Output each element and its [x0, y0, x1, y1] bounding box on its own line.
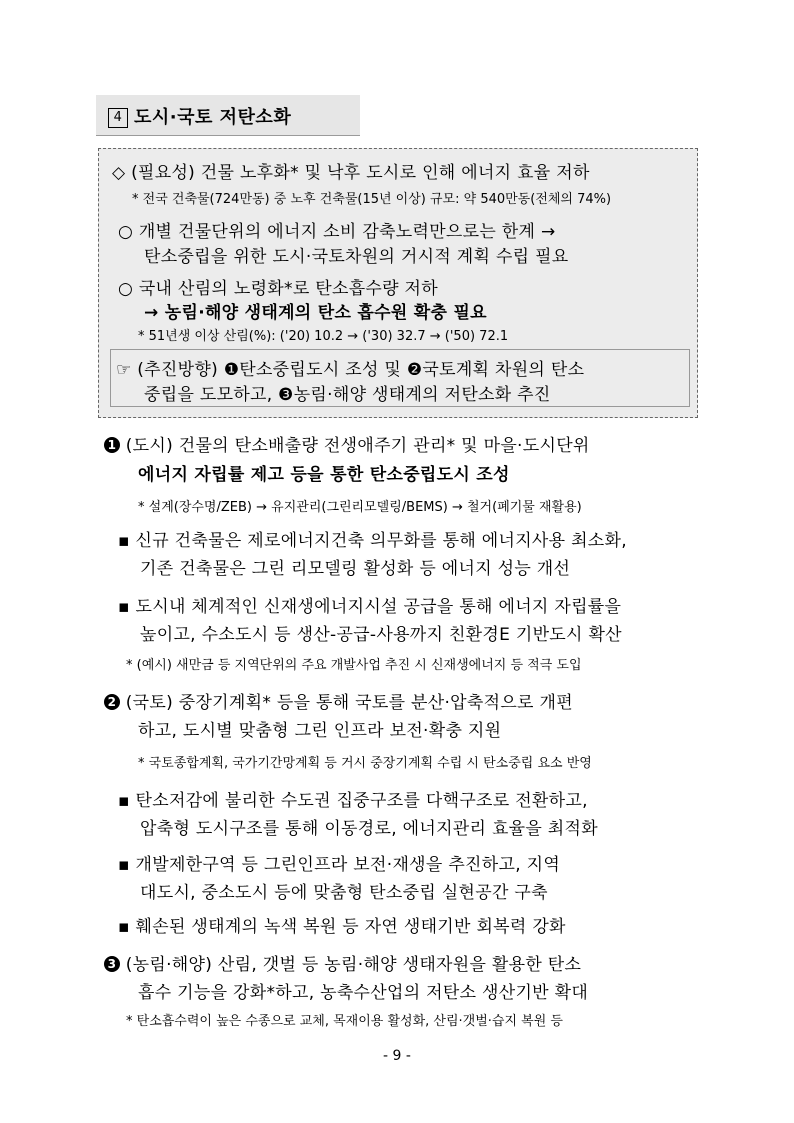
section-1-bullet-1-line-1: ▪ 신규 건축물은 제로에너지건축 의무화를 통해 에너지사용 최소화, [118, 531, 627, 551]
summary-bullet-2-line-2: → 농림·해양 생태계의 탄소 흡수원 확충 필요 [144, 303, 487, 323]
section-1-bullet-2-line-1: ▪ 도시내 체계적인 신재생에너지시설 공급을 통해 에너지 자립률을 [118, 597, 622, 617]
section-2-number-badge: 2 [104, 694, 120, 710]
section-1-number-badge: 1 [104, 437, 120, 453]
summary-bullet-2-note: * 51년생 이상 산림(%): ('20) 10.2 → ('30) 32.7 → ('50) 72.1 [138, 329, 509, 344]
page-number: - 9 - [383, 1048, 411, 1064]
section-1-note-2: * (예시) 새만금 등 지역단위의 주요 개발사업 추진 시 신재생에너지 등 적극 도입 [126, 658, 582, 673]
section-2-bullet-1-line-1: ▪ 탄소저감에 불리한 수도권 집중구조를 다핵구조로 전환하고, [118, 791, 588, 811]
section-2-note-1: * 국토종합계획, 국가기간망계획 등 거시 중장기계획 수립 시 탄소중립 요소 반영 [138, 756, 592, 771]
section-2-bullet-2-line-2: 대도시, 중소도시 등에 맞춤형 탄소중립 실현공간 구축 [140, 883, 548, 903]
section-1-heading-line-2: 에너지 자립률 제고 등을 통한 탄소중립도시 조성 [138, 465, 510, 485]
need-line: ◇ (필요성) 건물 노후화* 및 낙후 도시로 인해 에너지 효율 저하 [112, 163, 590, 183]
section-2-bullet-3-line-1: ▪ 훼손된 생태계의 녹색 복원 등 자연 생태기반 회복력 강화 [118, 917, 566, 937]
section-1-heading-text: (도시) 건물의 탄소배출량 전생애주기 관리* 및 마을·도시단위 [125, 436, 590, 456]
summary-bullet-2-line-1: ○ 국내 산림의 노령화*로 탄소흡수량 저하 [118, 279, 439, 299]
direction-line-1: ☞ (추진방향) ❶탄소중립도시 조성 및 ❷국토계획 차원의 탄소 [116, 360, 585, 380]
summary-bullet-1-line-2: 탄소중립을 위한 도시·국토차원의 거시적 계획 수립 필요 [144, 247, 569, 267]
section-3-heading-line-2: 흡수 기능을 강화*하고, 농축수산업의 저탄소 생산기반 확대 [138, 983, 589, 1003]
section-3-number-badge: 3 [104, 956, 120, 972]
section-3-note-1: * 탄소흡수력이 높은 수종으로 교체, 목재이용 활성화, 산림·갯벌·습지 복원 등 [126, 1014, 563, 1029]
section-2-heading-text: (국토) 중장기계획* 등을 통해 국토를 분산·압축적으로 개편 [125, 693, 573, 713]
summary-bullet-1-line-1: ○ 개별 건물단위의 에너지 소비 감축노력만으로는 한계 → [118, 222, 556, 242]
section-1-bullet-1-line-2: 기존 건축물은 그린 리모델링 활성화 등 에너지 성능 개선 [140, 559, 571, 579]
direction-line-2: 중립을 도모하고, ❸농림·해양 생태계의 저탄소화 추진 [144, 385, 551, 405]
section-title: 도시·국토 저탄소화 [134, 107, 292, 128]
section-1-note-1: * 설계(장수명/ZEB) → 유지관리(그린리모델링/BEMS) → 철거(폐기물 재활용) [138, 500, 582, 515]
section-1-bullet-2-line-2: 높이고, 수소도시 등 생산-공급-사용까지 친환경E 기반도시 확산 [140, 625, 622, 645]
section-3-heading-text: (농림·해양) 산림, 갯벌 등 농림·해양 생태자원을 활용한 탄소 [125, 955, 582, 975]
section-2-heading-line-2: 하고, 도시별 맞춤형 그린 인프라 보전·확충 지원 [138, 721, 502, 741]
section-2-bullet-1-line-2: 압축형 도시구조를 통해 이동경로, 에너지관리 효율을 최적화 [140, 819, 598, 839]
section-2-bullet-2-line-1: ▪ 개발제한구역 등 그린인프라 보전·재생을 추진하고, 지역 [118, 855, 561, 875]
section-1-heading-line-1 [104, 431, 590, 456]
need-note: * 전국 건축물(724만동) 중 노후 건축물(15년 이상) 규모: 약 540만동(전체의 74%) [132, 192, 612, 207]
section-heading [96, 95, 360, 136]
section-number: 4 [108, 108, 128, 128]
section-2-heading-line-1 [104, 688, 573, 713]
section-3-heading-line-1 [104, 950, 581, 975]
